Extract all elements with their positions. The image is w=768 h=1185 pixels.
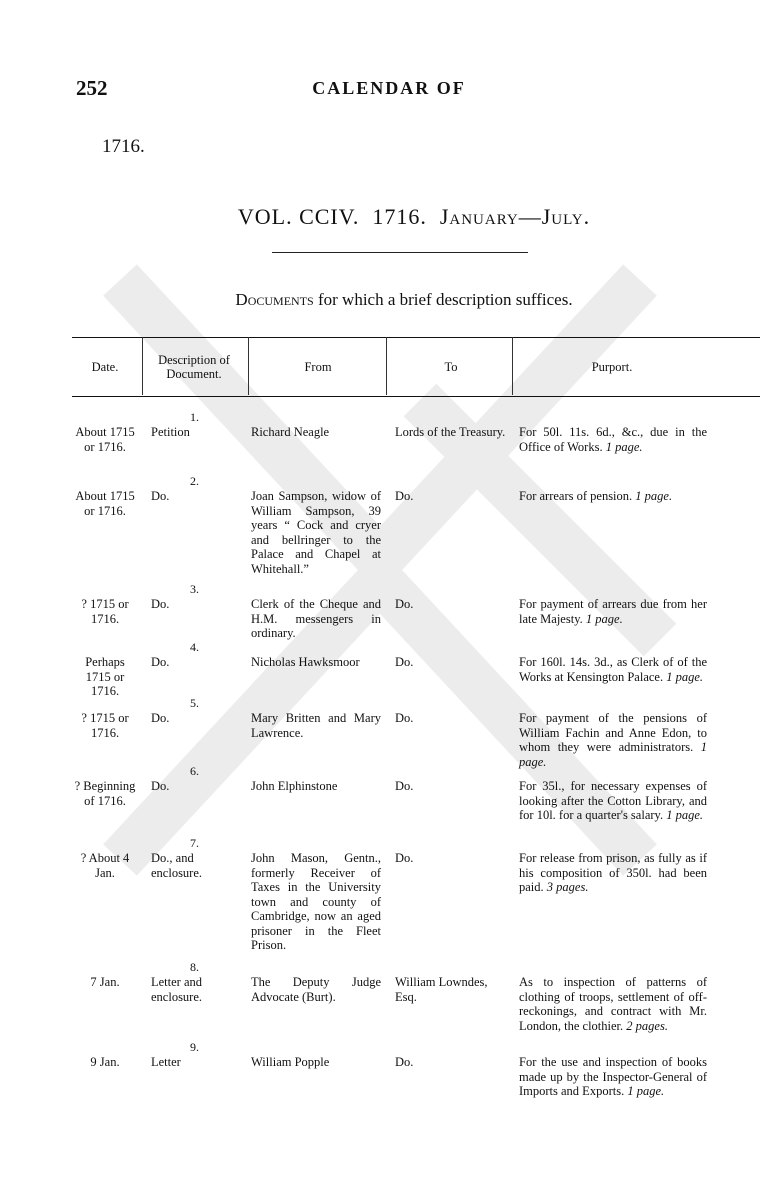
volume-number: VOL. CCIV.	[237, 204, 360, 229]
col-header-date: Date.	[91, 360, 119, 374]
col-header-purport: Purport.	[591, 360, 633, 374]
entry-number: 1.	[190, 410, 199, 424]
cell-purport: As to inspection of patterns of clothing of troops, settlement of off-reckonings, and contract with Mr. London, the clothier. 2 pages.	[519, 975, 707, 1033]
cell-date: About 1715 or 1716.	[75, 489, 135, 518]
cell-date: ? 1715 or 1716.	[81, 597, 129, 626]
cell-purport: For 50l. 11s. 6d., &c., due in the Office of Works. 1 page.	[519, 425, 707, 454]
column-divider	[386, 337, 387, 395]
col-header-description: Description of Document.	[158, 353, 230, 381]
cell-from: John Mason, Gentn., formerly Receiver of Taxes in the University town and county of Cambridge, now an aged prisoner in the Fleet Prison.	[251, 851, 381, 952]
cell-description: Do.	[151, 655, 170, 669]
documents-table	[72, 337, 760, 1098]
section-title-rest: for which a brief description suffices.	[313, 290, 573, 309]
cell-to: Do.	[395, 489, 414, 503]
cell-purport: For 160l. 14s. 3d., as Clerk of of the Works at Kensington Palace. 1 page.	[519, 655, 707, 684]
cell-to: Do.	[395, 779, 414, 793]
cell-date: About 1715 or 1716.	[75, 425, 135, 454]
page-count: 3 pages.	[546, 880, 589, 894]
cell-date: Perhaps 1715 or 1716.	[85, 655, 125, 698]
cell-to: William Lowndes, Esq.	[395, 975, 488, 1004]
col-header-to: To	[444, 360, 458, 374]
page-count: 1 page.	[635, 489, 673, 503]
entry-number: 9.	[190, 1040, 199, 1054]
cell-purport: For payment of the pensions of William Fachin and Anne Edon, to whom they were administrators. 1 page.	[519, 711, 707, 769]
cell-from: John Elphinstone	[251, 779, 338, 793]
cell-from: Mary Britten and Mary Lawrence.	[251, 711, 381, 740]
column-divider	[512, 337, 513, 395]
table-header	[72, 337, 760, 397]
year-marker: 1716.	[102, 136, 145, 157]
cell-from: William Popple	[251, 1055, 330, 1069]
cell-description: Do.	[151, 779, 170, 793]
section-title	[0, 290, 768, 310]
entry-number: 6.	[190, 764, 199, 778]
cell-description: Do., and enclosure.	[151, 851, 203, 880]
section-title-lead: Documents	[235, 290, 314, 309]
entry-number: 8.	[190, 960, 199, 974]
cell-date: ? Beginning of 1716.	[74, 779, 136, 808]
volume-year: 1716.	[372, 204, 427, 229]
entry-number: 2.	[190, 474, 199, 488]
cell-to: Do.	[395, 597, 414, 611]
page-number: 252	[76, 76, 108, 100]
page-count: 1 page.	[605, 439, 643, 454]
table-body	[72, 395, 760, 1185]
cell-to: Do.	[395, 851, 414, 865]
cell-from: Joan Sampson, widow of William Sampson, 39 years “ Cock and cryer and bellringer to the Palace and Chapel at Whitehall.”	[251, 489, 381, 576]
cell-purport: For 35l., for necessary expenses of looking after the Cotton Library, and for 10l. for a quarter's salary. 1 page.	[519, 779, 707, 822]
cell-from: Clerk of the Cheque and H.M. messengers in ordinary.	[251, 597, 381, 640]
cell-description: Do.	[151, 597, 170, 611]
entry-number: 7.	[190, 836, 199, 850]
column-divider	[248, 337, 249, 395]
cell-description: Petition	[151, 425, 190, 439]
cell-date: ? About 4 Jan.	[80, 851, 130, 880]
cell-description: Letter	[151, 1055, 181, 1069]
cell-purport: For release from prison, as fully as if his composition of 350l. had been paid. 3 pages.	[519, 851, 707, 894]
volume-title	[0, 204, 768, 230]
cell-date: 7 Jan.	[90, 975, 120, 989]
cell-purport: For arrears of pension. 1 page.	[519, 489, 673, 503]
cell-purport: For the use and inspection of books made up by the Inspector-General of Imports and Exports. 1 page.	[519, 1055, 707, 1098]
cell-from: The Deputy Judge Advocate (Burt).	[251, 975, 381, 1004]
title-rule	[272, 252, 528, 253]
running-head: CALENDAR OF	[312, 78, 466, 98]
cell-to: Do.	[395, 1055, 414, 1069]
cell-from: Nicholas Hawksmoor	[251, 655, 360, 669]
cell-from: Richard Neagle	[251, 425, 330, 439]
page-count: 1 page.	[627, 1084, 665, 1098]
page-count: 1 page.	[585, 611, 623, 626]
page-count: 2 pages.	[626, 1018, 668, 1033]
cell-to: Lords of the Treasury.	[395, 425, 506, 439]
page-count: 1 page.	[666, 808, 704, 822]
cell-purport: For payment of arrears due from her late Majesty. 1 page.	[519, 597, 707, 626]
cell-date: 9 Jan.	[90, 1055, 120, 1069]
cell-date: ? 1715 or 1716.	[81, 711, 129, 740]
page-count: 1 page.	[519, 740, 707, 769]
cell-to: Do.	[395, 655, 414, 669]
cell-description: Letter and enclosure.	[151, 975, 203, 1004]
entry-number: 4.	[190, 640, 199, 654]
column-divider	[142, 337, 143, 395]
cell-to: Do.	[395, 711, 414, 725]
entry-number: 3.	[190, 582, 199, 596]
cell-description: Do.	[151, 489, 170, 503]
page-count: 1 page.	[666, 669, 704, 684]
cell-description: Do.	[151, 711, 170, 725]
entry-number: 5.	[190, 696, 199, 710]
col-header-from: From	[304, 360, 332, 374]
volume-months: January—July.	[439, 204, 591, 229]
